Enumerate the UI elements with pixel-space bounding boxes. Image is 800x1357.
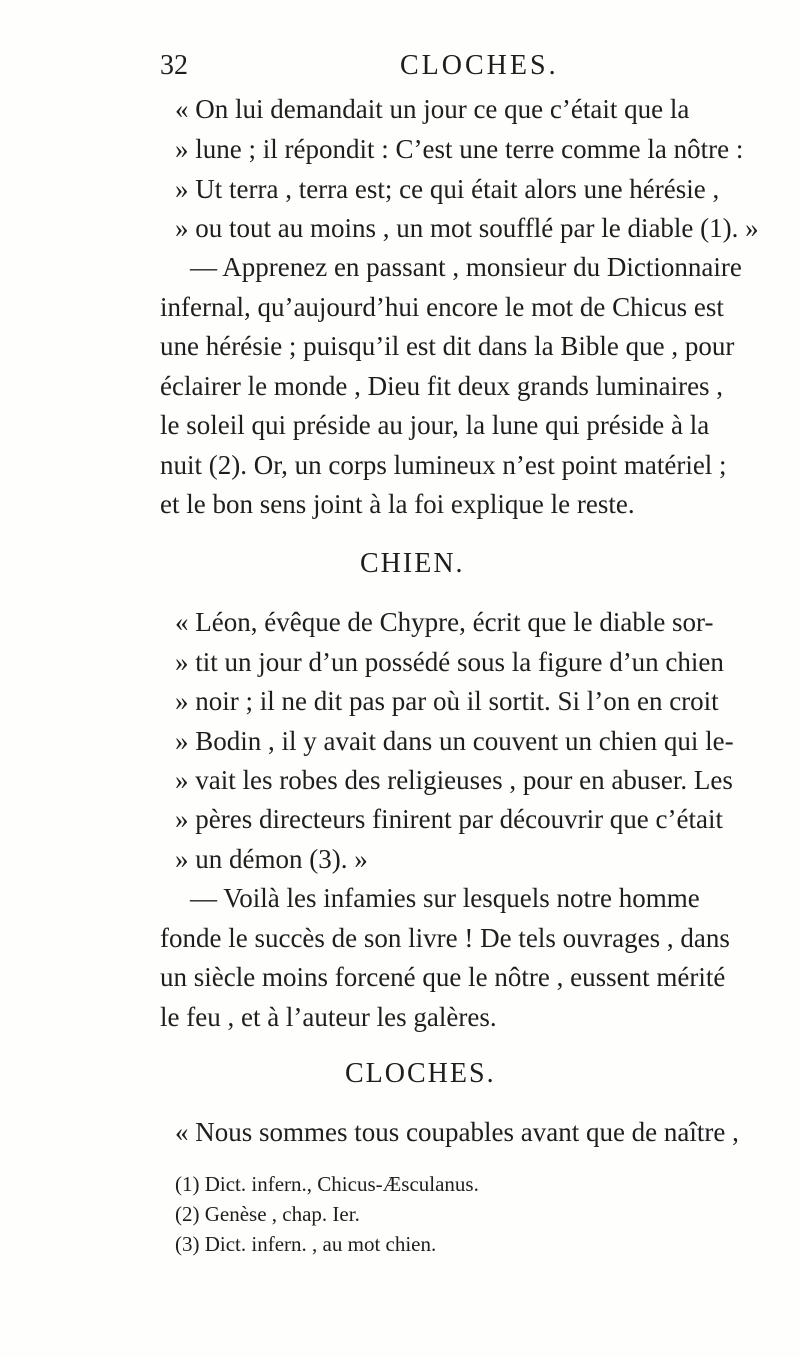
text-line: » pères directeurs finirent par découvrir que c’était bbox=[175, 804, 723, 834]
footnote-3: (3) Dict. infern. , au mot chien. bbox=[175, 1232, 437, 1256]
text-line: éclairer le monde , Dieu fit deux grands luminaires , bbox=[160, 371, 724, 401]
footnote-2: (2) Genèse , chap. Ier. bbox=[175, 1202, 360, 1226]
section-title-cloches: CLOCHES. bbox=[345, 1058, 496, 1089]
text-line: » ou tout au moins , un mot soufflé par le diable (1). » bbox=[175, 213, 759, 243]
text-line: » noir ; il ne dit pas par où il sortit. Si l’on en croit bbox=[175, 686, 719, 716]
text-line: un siècle moins forcené que le nôtre , eussent mérité bbox=[160, 962, 726, 992]
text-line: une hérésie ; puisqu’il est dit dans la Bible que , pour bbox=[160, 331, 735, 361]
section-title-chien: CHIEN. bbox=[360, 548, 465, 579]
page-number: 32 bbox=[160, 50, 188, 81]
text-line: le feu , et à l’auteur les galères. bbox=[160, 1002, 497, 1032]
text-line: infernal, qu’aujourd’hui encore le mot de Chicus est bbox=[160, 292, 724, 322]
text-line: nuit (2). Or, un corps lumineux n’est point matériel ; bbox=[160, 450, 727, 480]
text-line: — Apprenez en passant , monsieur du Dictionnaire bbox=[190, 252, 742, 282]
running-head: CLOCHES. bbox=[400, 50, 559, 81]
page-header bbox=[160, 50, 680, 94]
text-line: » Ut terra , terra est; ce qui était alors une hérésie , bbox=[175, 174, 720, 204]
text-line: « On lui demandait un jour ce que c’était que la bbox=[175, 94, 690, 124]
text-line: « Nous sommes tous coupables avant que de naître , bbox=[175, 1117, 739, 1147]
text-line: le soleil qui préside au jour, la lune qui préside à la bbox=[160, 410, 710, 440]
text-line: fonde le succès de son livre ! De tels ouvrages , dans bbox=[160, 923, 730, 953]
text-line: » tit un jour d’un possédé sous la figure d’un chien bbox=[175, 647, 724, 677]
text-line: — Voilà les infamies sur lesquels notre homme bbox=[190, 883, 700, 913]
text-line: « Léon, évêque de Chypre, écrit que le diable sor- bbox=[175, 607, 714, 637]
text-line: » Bodin , il y avait dans un couvent un chien qui le- bbox=[175, 726, 734, 756]
footnote-1: (1) Dict. infern., Chicus-Æsculanus. bbox=[175, 1172, 479, 1196]
text-line: » un démon (3). » bbox=[175, 844, 368, 874]
text-line: et le bon sens joint à la foi explique le reste. bbox=[160, 489, 635, 519]
text-line: » lune ; il répondit : C’est une terre comme la nôtre : bbox=[175, 134, 744, 164]
text-line: » vait les robes des religieuses , pour en abuser. Les bbox=[175, 765, 733, 795]
